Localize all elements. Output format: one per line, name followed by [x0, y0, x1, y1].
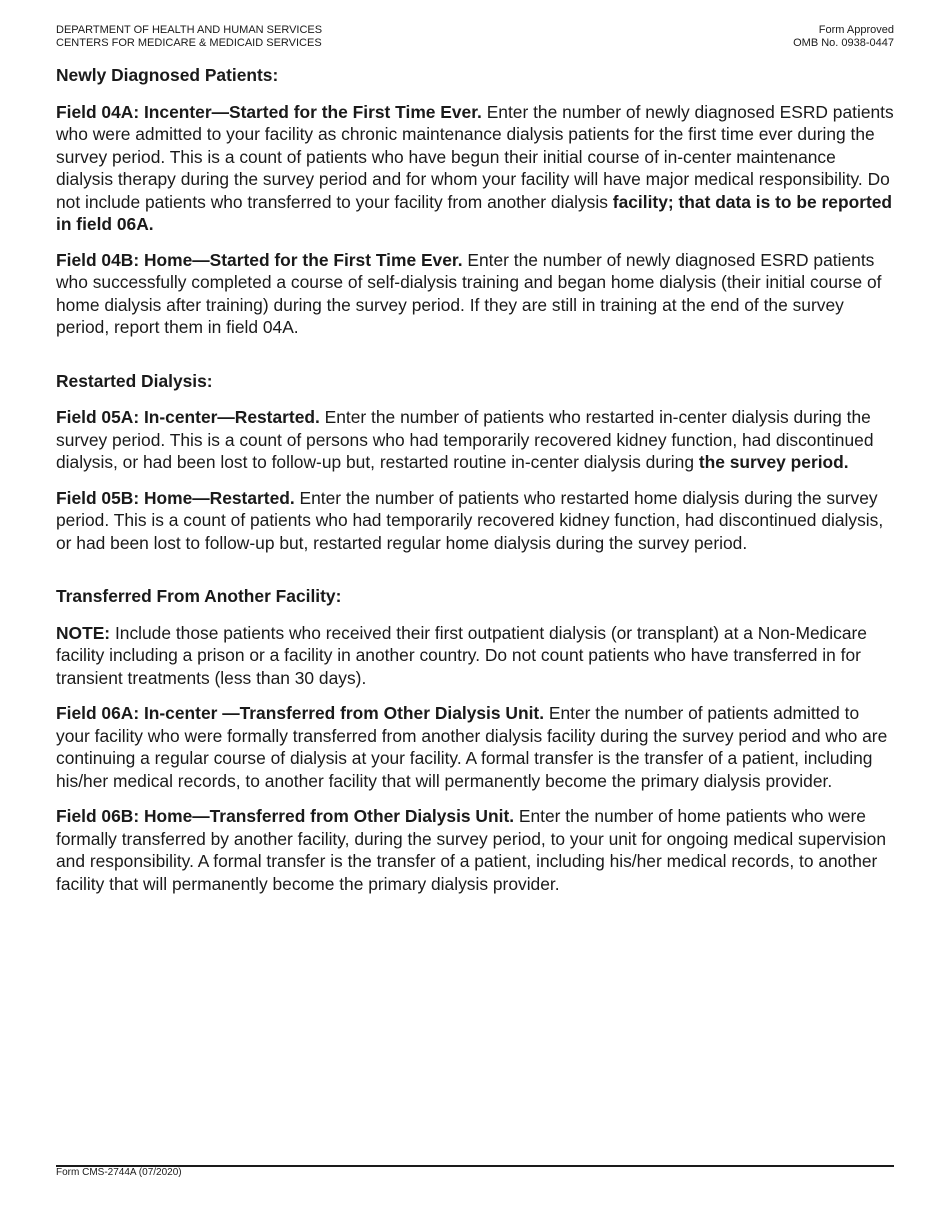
note-text: Include those patients who received their first outpatient dialysis (or transplant) at a Non-Medicare facility including a prison or a facility in another country. Do not count patients who have transferred in for transient treatments (less than 30 days). — [56, 622, 867, 688]
footer-divider — [56, 1165, 894, 1167]
field-06a-text: Enter the number of patients admitted to your facility who were formally transferred from another dialysis facility during the survey period and who are continuing a regular course of dialysis at your facility. A formal transfer is the transfer of a patient, including his/her medical records, to another facility that will permanently become the primary dialysis provider. — [56, 703, 888, 791]
field-05a-text: Enter the number of patients who restarted in-center dialysis during the survey period. This is a count of persons who had temporarily recovered kidney function, had discontinued dialysis, or had been lost to follow-up but, restarted routine in-center dialysis during — [56, 407, 874, 472]
spacer — [56, 352, 894, 370]
section-title-restarted: Restarted Dialysis: — [56, 370, 213, 391]
note-heading: NOTE: — [56, 622, 111, 643]
field-05b-heading: Field 05B: Home—Restarted. — [56, 487, 295, 508]
field-04b-paragraph — [56, 249, 894, 339]
field-05b-text: Enter the number of patients who restarted home dialysis during the survey period. This is a count of patients who had temporarily recovered kidney function, had discontinued dialysis, or had been lost to follow-up but, restarted regular home dialysis during the survey period. — [56, 487, 884, 553]
omb-number: OMB No. 0938-0447 — [793, 37, 894, 49]
field-04a-paragraph — [56, 101, 894, 236]
note-paragraph — [56, 622, 894, 690]
field-04a-text: Enter the number of newly diagnosed ESRD patients who were admitted to your facility as chronic maintenance dialysis patients for the first time ever during the survey period. This is a count of patients who have begun their initial course of in-center maintenance dialysis therapy during the survey period and for whom your facility will have major medical responsibility. Do not include patients who transferred to your facility from another dialysis — [56, 101, 894, 212]
field-06a-heading: Field 06A: In-center —Transferred from Other Dialysis Unit. — [56, 703, 545, 723]
section-title-transferred: Transferred From Another Facility: — [56, 586, 342, 606]
field-05a-heading: Field 05A: In-center—Restarted. — [56, 407, 320, 427]
field-04b-text: Enter the number of newly diagnosed ESRD patients who successfully completed a course of self-dialysis training and began home dialysis (their initial course of home dialysis after training) during the survey period. If they are still in training at the end of the survey period, report them in field 04A. — [56, 249, 882, 337]
agency-line-1: DEPARTMENT OF HEALTH AND HUMAN SERVICES — [56, 24, 323, 36]
header-divider — [56, 24, 894, 55]
form-id: Form CMS-2744A (07/2020) — [56, 1167, 182, 1178]
field-04a-tail: facility; that data is to be reported in field 06A. — [56, 191, 893, 234]
document-body — [56, 64, 894, 908]
field-06a-paragraph — [56, 702, 894, 792]
section-title-newly-diagnosed: Newly Diagnosed Patients: — [56, 65, 279, 85]
field-05b-paragraph — [56, 487, 894, 555]
field-04a-heading: Field 04A: Incenter—Started for the First Time Ever. — [56, 101, 482, 122]
agency-line-2: CENTERS FOR MEDICARE & MEDICAID SERVICES — [56, 37, 322, 49]
field-06b-paragraph — [56, 805, 894, 895]
field-06b-heading: Field 06B: Home—Transferred from Other Dialysis Unit. — [56, 806, 515, 826]
approval-line-1: Form Approved — [818, 24, 894, 36]
field-05a-tail: the survey period. — [698, 452, 849, 472]
field-04b-heading: Field 04B: Home—Started for the First Time Ever. — [56, 249, 463, 270]
spacer — [56, 567, 894, 585]
field-06b-text: Enter the number of home patients who were formally transferred by another facility, during the survey period, to your unit for ongoing medical supervision and responsibility. A formal transfer is the transfer of a patient, including his/her medical records, to another facility that will permanently become the primary dialysis provider. — [56, 806, 887, 894]
field-05a-paragraph — [56, 406, 894, 474]
